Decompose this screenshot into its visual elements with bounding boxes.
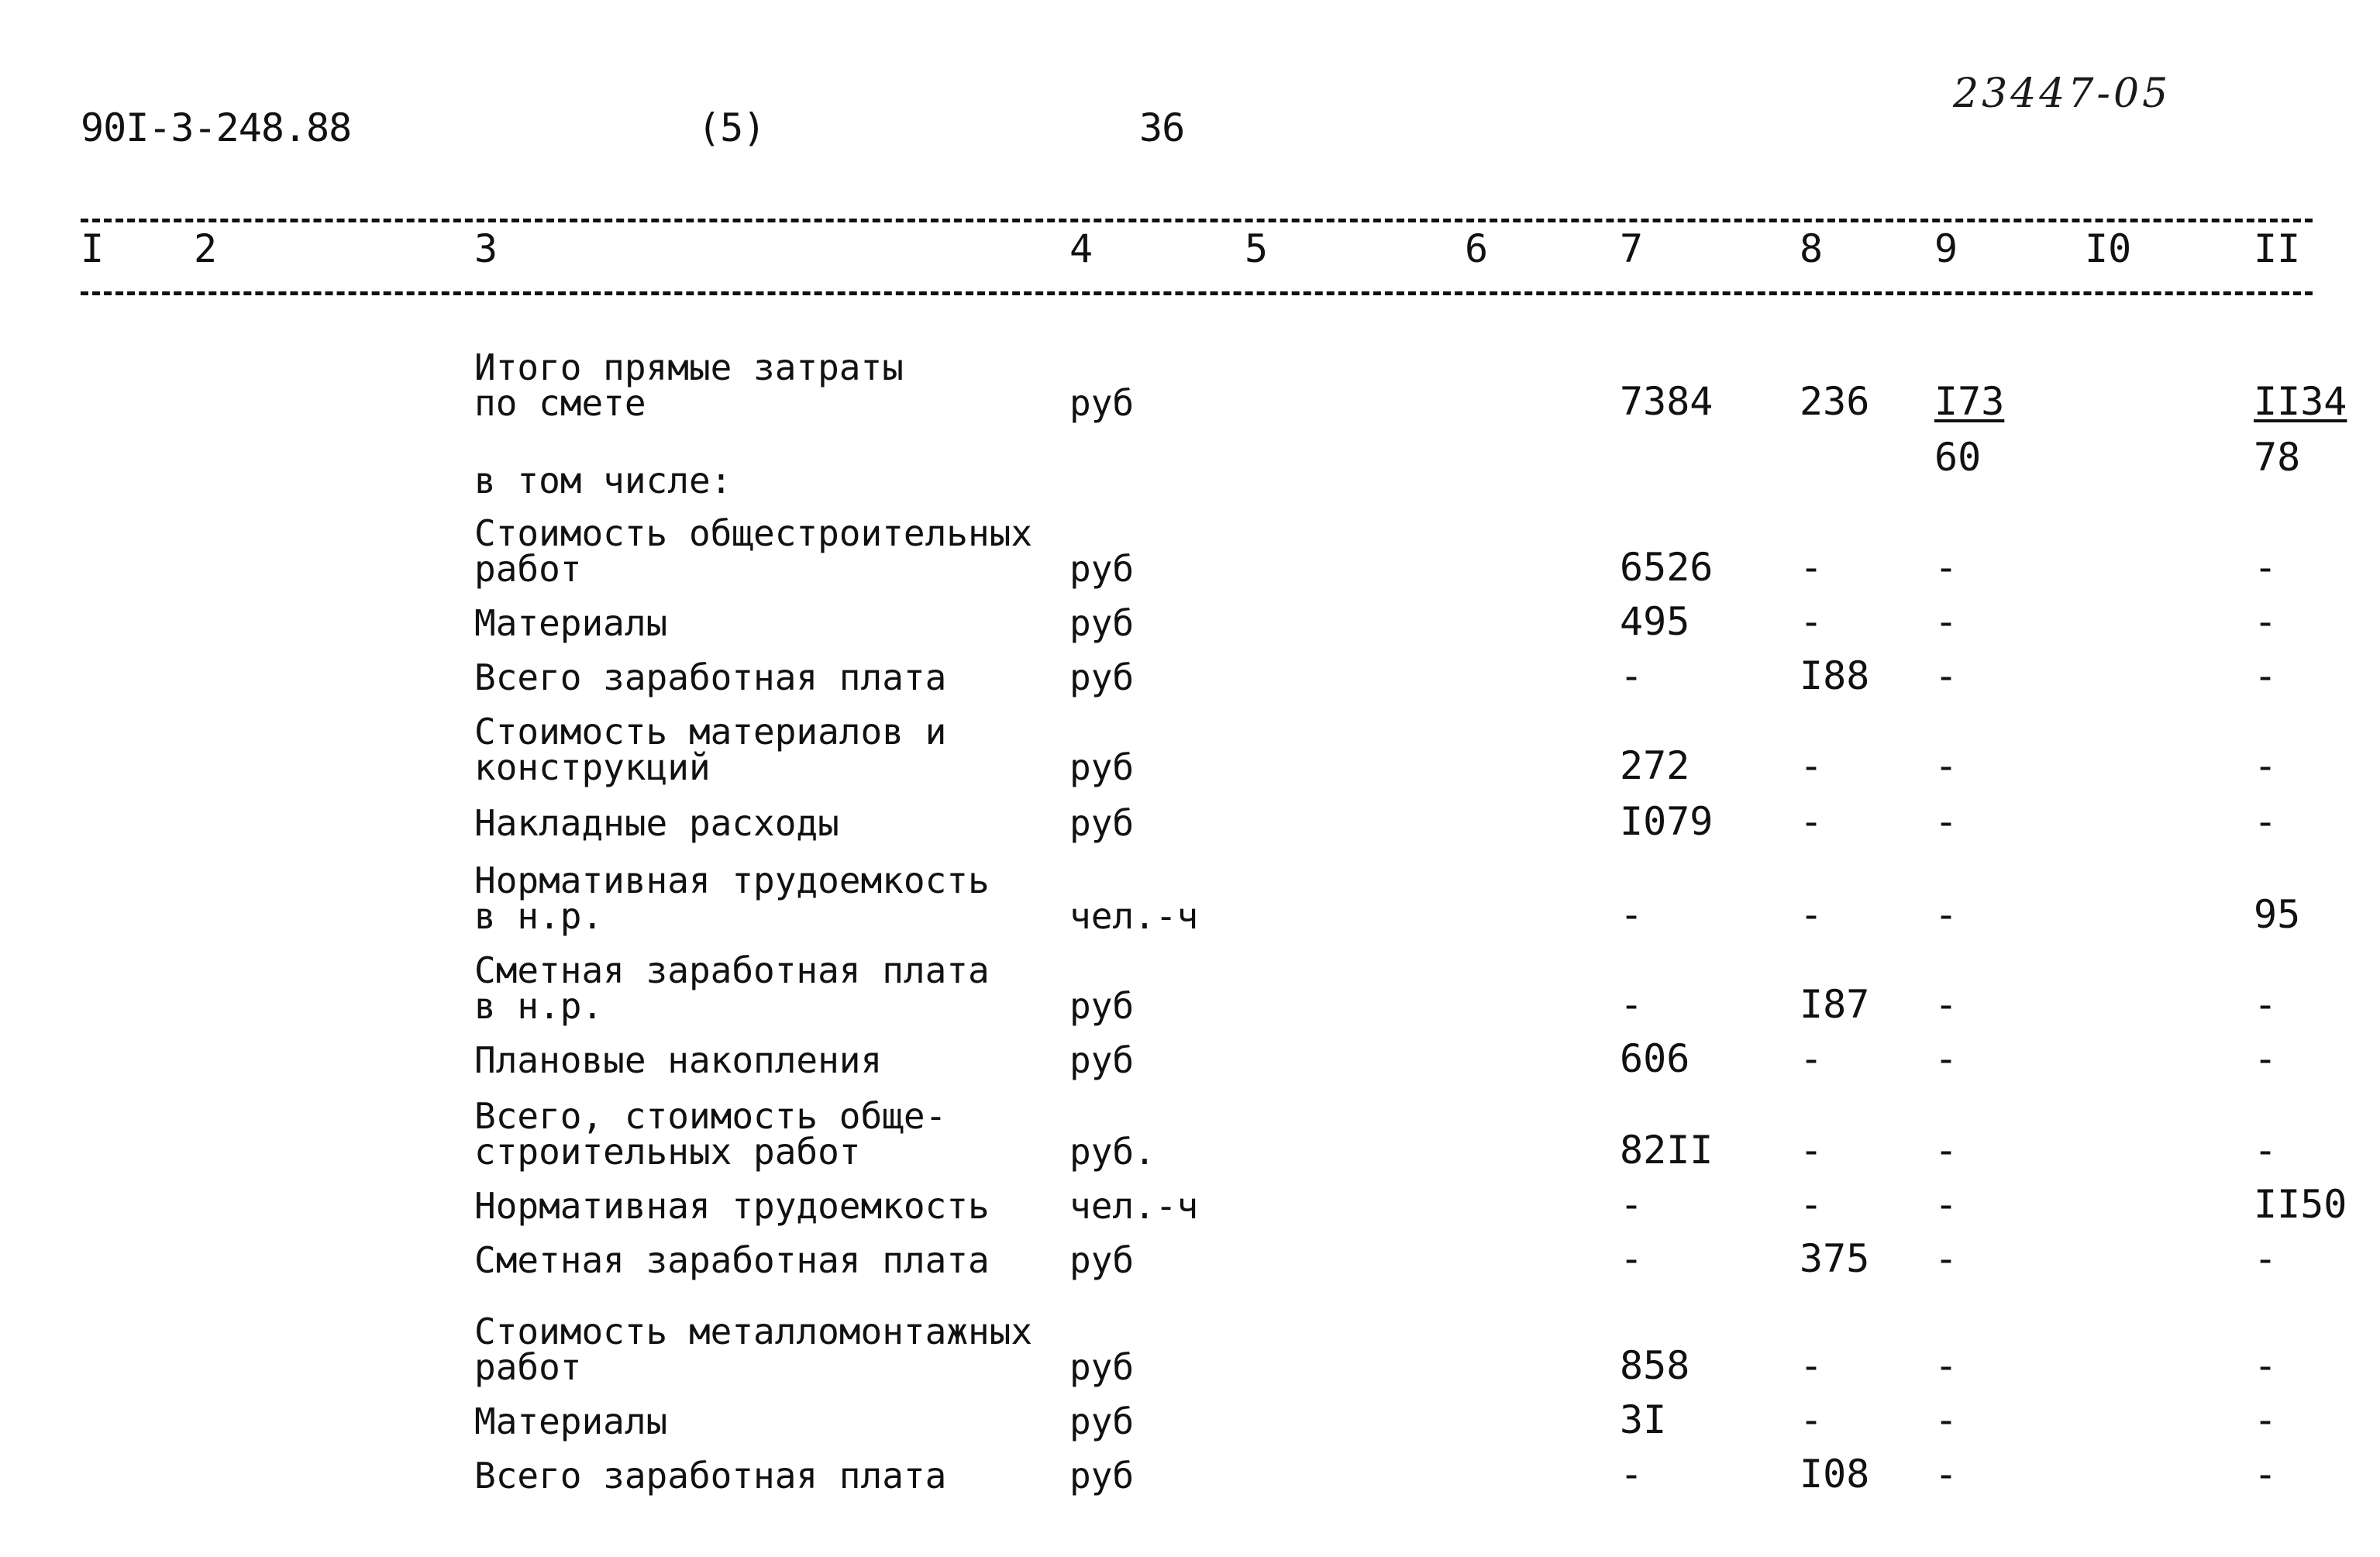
row-col9: - xyxy=(1934,743,1958,788)
row-item-line: Плановые накопления xyxy=(474,1039,883,1081)
row-unit: руб xyxy=(1069,382,1135,424)
row-col8: - xyxy=(1800,892,1824,937)
row-item-line: в н.р. xyxy=(474,985,604,1027)
row-col9: - xyxy=(1934,1236,1958,1281)
row-col9: - xyxy=(1934,1397,1958,1442)
column-number-5: 5 xyxy=(1245,226,1269,271)
row-unit: руб xyxy=(1069,548,1135,590)
row-col7: I079 xyxy=(1620,799,1714,844)
row-item-line: работ xyxy=(474,1346,582,1388)
column-number-8: 8 xyxy=(1800,226,1824,271)
row-col9: - xyxy=(1934,982,1958,1027)
row-col9: - xyxy=(1934,799,1958,844)
row-col11: - xyxy=(2254,1452,2278,1497)
row-item-line: Всего заработная плата xyxy=(474,656,947,698)
row-item-line: Всего заработная плата xyxy=(474,1455,947,1497)
row-col7: 858 xyxy=(1620,1343,1690,1388)
row-item-line: Стоимость общестроительных xyxy=(474,512,1033,554)
row-col8: - xyxy=(1800,743,1824,788)
row-item-line: Стоимость материалов и xyxy=(474,711,947,753)
row-col7: 6526 xyxy=(1620,545,1714,590)
column-number-11: II xyxy=(2254,226,2301,271)
row-item-line: работ xyxy=(474,548,582,590)
row-unit: руб xyxy=(1069,1039,1135,1081)
row-item-line: Итого прямые затраты xyxy=(474,346,904,388)
row-col8: - xyxy=(1800,599,1824,644)
table-header-bottom-rule xyxy=(81,291,2313,295)
handwritten-inventory-number: 23447-05 xyxy=(1953,71,2172,117)
row-col8: - xyxy=(1800,1397,1824,1442)
row-col7: - xyxy=(1620,1236,1644,1281)
row-col11-denominator: 78 xyxy=(2254,435,2301,480)
row-item-line: конструкций xyxy=(474,746,711,788)
row-col8: 236 xyxy=(1800,379,1870,424)
row-col9-denominator: 60 xyxy=(1934,435,1982,480)
row-unit: руб. xyxy=(1069,1131,1156,1173)
row-item-line: Накладные расходы xyxy=(474,802,839,844)
row-col8: 375 xyxy=(1800,1236,1870,1281)
row-col7: 82II xyxy=(1620,1128,1714,1173)
row-col7: - xyxy=(1620,982,1644,1027)
row-unit: чел.-ч xyxy=(1069,895,1199,937)
sheet-number: (5) xyxy=(697,105,766,150)
row-col11: - xyxy=(2254,545,2278,590)
row-item-line: строительных работ xyxy=(474,1131,861,1173)
row-unit: руб xyxy=(1069,602,1135,644)
row-unit: руб xyxy=(1069,1400,1135,1442)
row-col7: 7384 xyxy=(1620,379,1714,424)
row-item-line: Материалы xyxy=(474,1400,668,1442)
column-number-1: I xyxy=(81,226,105,271)
row-col8: I08 xyxy=(1800,1452,1870,1497)
row-col11: - xyxy=(2254,743,2278,788)
row-col11: II50 xyxy=(2254,1182,2347,1227)
row-col8: - xyxy=(1800,1182,1824,1227)
row-unit: руб xyxy=(1069,746,1135,788)
row-unit: руб xyxy=(1069,985,1135,1027)
row-item-line: Всего, стоимость обще- xyxy=(474,1095,947,1137)
row-col9: - xyxy=(1934,1182,1958,1227)
row-col11: - xyxy=(2254,599,2278,644)
row-item-line: Сметная заработная плата xyxy=(474,949,990,991)
row-col7: 272 xyxy=(1620,743,1690,788)
row-col7: - xyxy=(1620,892,1644,937)
row-unit: чел.-ч xyxy=(1069,1185,1199,1227)
row-col7: - xyxy=(1620,653,1644,698)
row-col8: - xyxy=(1800,545,1824,590)
table-header-top-rule xyxy=(81,219,2313,222)
column-number-7: 7 xyxy=(1620,226,1644,271)
row-item-line: в н.р. xyxy=(474,895,604,937)
row-col11: - xyxy=(2254,982,2278,1027)
row-unit: руб xyxy=(1069,656,1135,698)
column-number-10: I0 xyxy=(2085,226,2132,271)
row-col9-numerator: I73 xyxy=(1934,379,2005,424)
column-number-3: 3 xyxy=(474,226,498,271)
row-col11: - xyxy=(2254,799,2278,844)
row-col11: - xyxy=(2254,1343,2278,1388)
row-col9: - xyxy=(1934,1036,1958,1081)
row-col11: - xyxy=(2254,1397,2278,1442)
row-col8: - xyxy=(1800,1128,1824,1173)
row-col8: - xyxy=(1800,799,1824,844)
row-unit: руб xyxy=(1069,1239,1135,1281)
row-col11: - xyxy=(2254,1036,2278,1081)
row-unit: руб xyxy=(1069,1346,1135,1388)
row-item-line: по смете xyxy=(474,382,646,424)
row-col8: - xyxy=(1800,1036,1824,1081)
row-col11: - xyxy=(2254,1236,2278,1281)
row-item-line: Нормативная трудоемкость xyxy=(474,1185,990,1227)
column-number-6: 6 xyxy=(1465,226,1489,271)
row-col9: - xyxy=(1934,1343,1958,1388)
column-number-4: 4 xyxy=(1069,226,1094,271)
row-col11-numerator: II34 xyxy=(2254,379,2347,424)
row-col11: - xyxy=(2254,1128,2278,1173)
row-col9: - xyxy=(1934,1452,1958,1497)
row-col8: - xyxy=(1800,1343,1824,1388)
row-unit: руб xyxy=(1069,1455,1135,1497)
row-col8: I88 xyxy=(1800,653,1870,698)
row-col9: - xyxy=(1934,545,1958,590)
document-code: 90I-3-248.88 xyxy=(81,105,352,150)
row-item-line: Сметная заработная плата xyxy=(474,1239,990,1281)
row-col9: - xyxy=(1934,1128,1958,1173)
column-number-9: 9 xyxy=(1934,226,1958,271)
row-col7: 495 xyxy=(1620,599,1690,644)
row-col11: 95 xyxy=(2254,892,2301,937)
row-col7: - xyxy=(1620,1182,1644,1227)
row-col7: - xyxy=(1620,1452,1644,1497)
row-item-line: в том числе: xyxy=(474,460,732,501)
row-col9: - xyxy=(1934,892,1958,937)
page-number: 36 xyxy=(1139,105,1185,150)
row-col7: 3I xyxy=(1620,1397,1667,1442)
row-col9: - xyxy=(1934,599,1958,644)
row-unit: руб xyxy=(1069,802,1135,844)
row-item-line: Нормативная трудоемкость xyxy=(474,859,990,901)
row-item-line: Материалы xyxy=(474,602,668,644)
row-col8: I87 xyxy=(1800,982,1870,1027)
row-item-line: Стоимость металломонтажных xyxy=(474,1311,1033,1352)
row-col9: - xyxy=(1934,653,1958,698)
row-col11: - xyxy=(2254,653,2278,698)
row-col7: 606 xyxy=(1620,1036,1690,1081)
column-number-2: 2 xyxy=(194,226,218,271)
